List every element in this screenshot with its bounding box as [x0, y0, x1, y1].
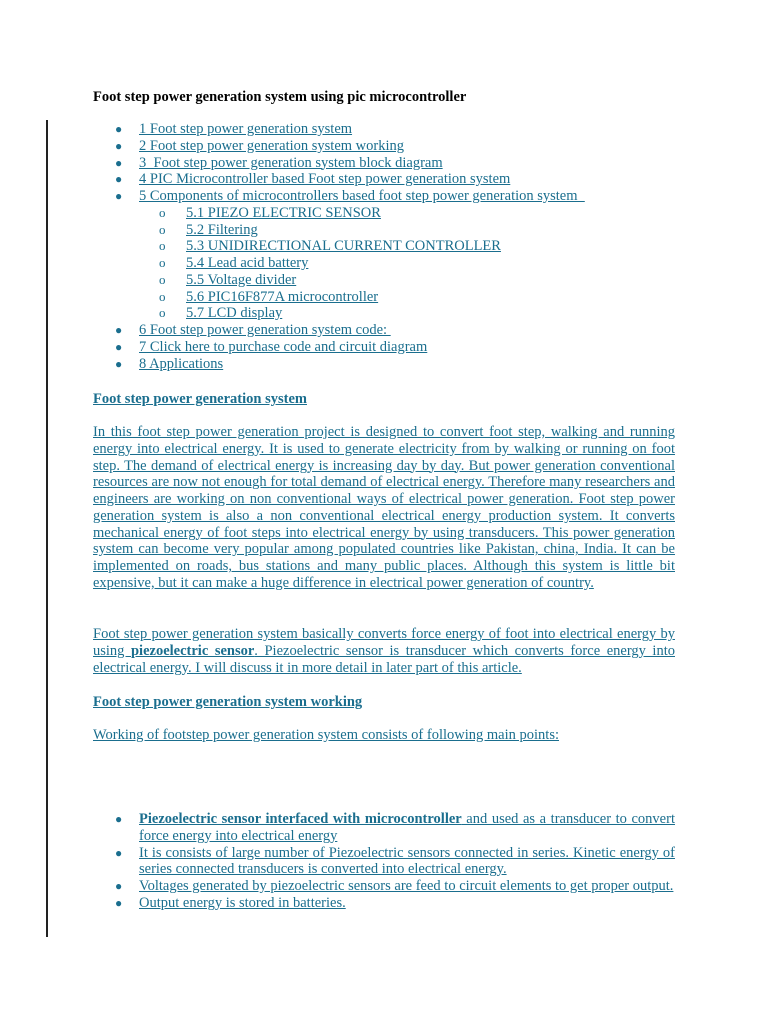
- sub-bullet-icon: o: [159, 204, 166, 220]
- bullet-icon: ●: [115, 895, 123, 910]
- toc-item[interactable]: [115, 356, 585, 373]
- toc-link[interactable]: 1 Foot step power generation system: [139, 121, 353, 137]
- toc-link[interactable]: 5.3 UNIDIRECTIONAL CURRENT CONTROLLER: [186, 238, 501, 255]
- bullet-icon: ●: [115, 812, 123, 826]
- toc-link[interactable]: 2 Foot step power generation system working: [139, 137, 404, 154]
- bullet-icon: ●: [115, 356, 123, 371]
- toc-link[interactable]: 6 Foot step power generation system code:: [139, 322, 391, 338]
- toc-item[interactable]: [115, 339, 585, 356]
- toc-link[interactable]: 5.6 PIC16F877A microcontroller: [186, 288, 379, 305]
- section-heading-foot-step-power-generation-system[interactable]: Foot step power generation system: [93, 391, 307, 407]
- point-text: and used as a transducer to convert force energy into electrical energy: [139, 811, 675, 844]
- point-text: Voltages generated by piezoelectric sensors are feed to circuit elements to get proper output.: [139, 878, 674, 894]
- toc-item[interactable]: [115, 188, 585, 205]
- piezoelectric-sensor-link[interactable]: piezoelectric sensor: [130, 642, 255, 659]
- toc-link[interactable]: 5 Components of microcontrollers based foot step power generation system: [139, 188, 585, 204]
- list-item[interactable]: [115, 845, 675, 879]
- toc-item[interactable]: [115, 155, 585, 172]
- point-bold-text[interactable]: Piezoelectric sensor interfaced with microcontroller: [139, 811, 462, 827]
- document-title: Foot step power generation system using pic microcontroller: [93, 89, 467, 105]
- list-item[interactable]: [115, 878, 675, 895]
- toc-link[interactable]: 5.2 Filtering: [186, 221, 258, 238]
- bullet-icon: ●: [115, 323, 123, 337]
- working-intro[interactable]: Working of footstep power generation system consists of following main points:: [93, 727, 559, 743]
- sub-bullet-icon: o: [159, 271, 166, 287]
- bullet-icon: ●: [115, 138, 123, 153]
- bullet-icon: ●: [115, 155, 123, 170]
- toc-item[interactable]: [115, 322, 585, 339]
- toc-link[interactable]: 5.4 Lead acid battery: [186, 255, 309, 271]
- toc-item[interactable]: [115, 305, 585, 322]
- piezo-paragraph-post: . Piezoelectric sensor is transducer which converts force energy into electrical energy. I will discuss it in more detail in later part of this article.: [93, 642, 675, 676]
- piezo-paragraph[interactable]: [93, 626, 675, 676]
- sub-bullet-icon: o: [159, 255, 166, 270]
- toc-item[interactable]: [115, 238, 585, 255]
- margin-bar: [46, 120, 48, 937]
- toc-item[interactable]: [115, 138, 585, 155]
- toc-link[interactable]: 5.7 LCD display: [186, 305, 283, 322]
- toc-item[interactable]: [115, 205, 585, 222]
- list-item[interactable]: [115, 895, 675, 912]
- list-item[interactable]: [115, 811, 675, 845]
- toc-link[interactable]: 8 Applications: [139, 355, 224, 372]
- sub-bullet-icon: o: [159, 305, 166, 321]
- table-of-contents: [115, 121, 585, 372]
- point-text: It is consists of large number of Piezoelectric sensors connected in series. Kinetic energy of series connected transducers is converted into electrical energy.: [139, 844, 675, 878]
- toc-link[interactable]: 7 Click here to purchase code and circuit diagram: [139, 338, 428, 355]
- point-text: Output energy is stored in batteries.: [139, 894, 346, 911]
- bullet-icon: ●: [115, 189, 123, 203]
- toc-item[interactable]: [115, 255, 585, 272]
- section-heading-working[interactable]: Foot step power generation system working: [93, 694, 363, 710]
- toc-link[interactable]: 5.1 PIEZO ELECTRIC SENSOR: [186, 204, 381, 221]
- sub-bullet-icon: o: [159, 221, 166, 237]
- piezo-paragraph-pre: Foot step power generation system basically converts force energy of foot into electrical energy by using: [93, 626, 675, 659]
- toc-item[interactable]: [115, 289, 585, 306]
- toc-link[interactable]: 5.5 Voltage divider: [186, 271, 297, 288]
- bullet-icon: ●: [115, 879, 123, 893]
- toc-item[interactable]: [115, 222, 585, 239]
- sub-bullet-icon: o: [159, 238, 166, 254]
- toc-item[interactable]: [115, 171, 585, 188]
- bullet-icon: ●: [115, 172, 123, 187]
- toc-item[interactable]: [115, 121, 585, 138]
- intro-paragraph[interactable]: In this foot step power generation project is designed to convert foot step, walking and running energy into electrical energy. It is used to generate electricity from by walking or running on foot step. The demand of electrical energy is increasing day by day. But power generation conventional resources are now not enough for total demand of electrical energy. Therefore many researchers and engineers are working on non conventional ways of electrical power generation. Foot step power generation system is also a non conventional electrical energy production system. It converts mechanical energy of foot steps into electrical energy by using transducers. This power generation system can become very popular among populated countries like Pakistan, china, India. It can be implemented on roads, bus stations and many public places. Although this system is little bit expensive, but it can make a huge difference in electrical power generation of country.: [93, 424, 675, 591]
- bullet-icon: ●: [115, 845, 123, 860]
- bullet-icon: ●: [115, 339, 123, 354]
- bullet-icon: ●: [115, 122, 123, 136]
- working-points-list: [115, 811, 675, 912]
- sub-bullet-icon: o: [159, 288, 166, 304]
- toc-link[interactable]: 3 Foot step power generation system block diagram: [139, 154, 443, 171]
- toc-item[interactable]: [115, 272, 585, 289]
- toc-link[interactable]: 4 PIC Microcontroller based Foot step power generation system: [139, 171, 511, 188]
